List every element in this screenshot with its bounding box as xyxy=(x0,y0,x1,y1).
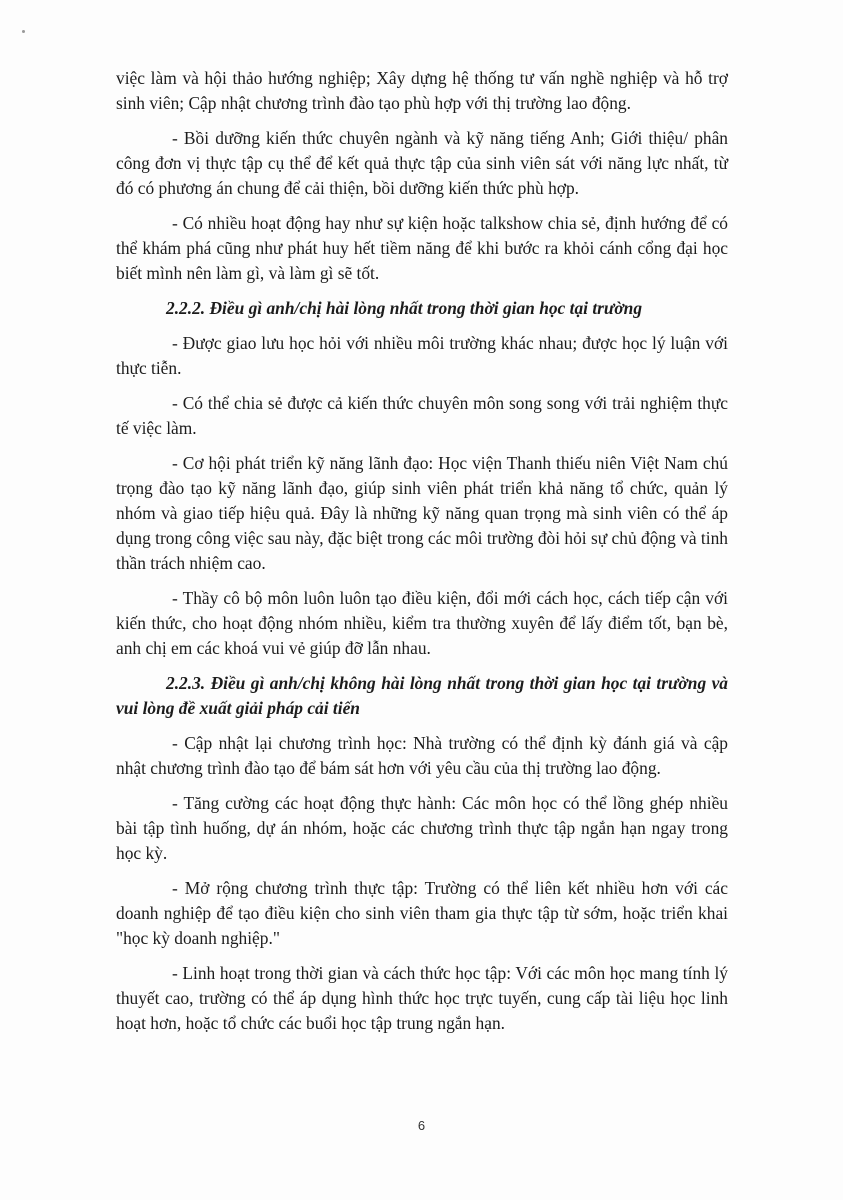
scan-speck xyxy=(22,30,25,33)
paragraph: - Cơ hội phát triển kỹ năng lãnh đạo: Học viện Thanh thiếu niên Việt Nam chú trọng đào tạo kỹ năng lãnh đạo, giúp sinh viên phát triển khả năng tổ chức, quản lý nhóm và giao tiếp hiệu quả. Đây là những kỹ năng quan trọng mà sinh viên có thể áp dụng trong công việc sau này, đặc biệt trong các môi trường đòi hỏi sự chủ động và tinh thần trách nhiệm cao. xyxy=(116,453,728,573)
paragraph-continuation: việc làm và hội thảo hướng nghiệp; Xây dựng hệ thống tư vấn nghề nghiệp và hỗ trợ sinh viên; Cập nhật chương trình đào tạo phù hợp với thị trường lao động. xyxy=(116,68,728,113)
paragraph: - Mở rộng chương trình thực tập: Trường có thể liên kết nhiều hơn với các doanh nghiệp để tạo điều kiện cho sinh viên tham gia thực tập từ sớm, hoặc triển khai "học kỳ doanh nghiệp." xyxy=(116,878,728,948)
paragraph: - Có nhiều hoạt động hay như sự kiện hoặc talkshow chia sẻ, định hướng để có thể khám phá cũng như phát huy hết tiềm năng để khi bước ra khỏi cánh cổng đại học biết mình nên làm gì, và làm gì sẽ tốt. xyxy=(116,213,728,283)
paragraph: - Cập nhật lại chương trình học: Nhà trường có thể định kỳ đánh giá và cập nhật chương trình đào tạo để bám sát hơn với yêu cầu của thị trường lao động. xyxy=(116,733,728,778)
paragraph: - Tăng cường các hoạt động thực hành: Các môn học có thể lồng ghép nhiều bài tập tình huống, dự án nhóm, hoặc các chương trình thực tập ngắn hạn ngay trong học kỳ. xyxy=(116,793,728,863)
paragraph: - Linh hoạt trong thời gian và cách thức học tập: Với các môn học mang tính lý thuyết cao, trường có thể áp dụng hình thức học trực tuyến, cung cấp tài liệu học linh hoạt hơn, hoặc tổ chức các buổi học tập trung ngắn hạn. xyxy=(116,963,728,1033)
page-number: 6 xyxy=(417,1118,426,1133)
section-heading-2-2-3: 2.2.3. Điều gì anh/chị không hài lòng nhất trong thời gian học tại trường và vui lòng đề xuất giải pháp cải tiến xyxy=(116,673,728,718)
paragraph: - Bồi dưỡng kiến thức chuyên ngành và kỹ năng tiếng Anh; Giới thiệu/ phân công đơn vị thực tập cụ thể để kết quả thực tập của sinh viên sát với năng lực nhất, từ đó có phương án chung để cải thiện, bồi dưỡng kiến thức phù hợp. xyxy=(116,128,728,198)
section-heading-2-2-2: 2.2.2. Điều gì anh/chị hài lòng nhất trong thời gian học tại trường xyxy=(166,298,643,318)
paragraph: - Thầy cô bộ môn luôn luôn tạo điều kiện, đổi mới cách học, cách tiếp cận với kiến thức, cho hoạt động nhóm nhiều, kiểm tra thường xuyên để lấy điểm tốt, bạn bè, anh chị em các khoá vui vẻ giúp đỡ lẫn nhau. xyxy=(116,588,728,658)
paragraph: - Được giao lưu học hỏi với nhiều môi trường khác nhau; được học lý luận với thực tiễn. xyxy=(116,333,728,378)
paragraph: - Có thể chia sẻ được cả kiến thức chuyên môn song song với trải nghiệm thực tế việc làm. xyxy=(116,393,728,438)
document-body xyxy=(116,66,728,1046)
